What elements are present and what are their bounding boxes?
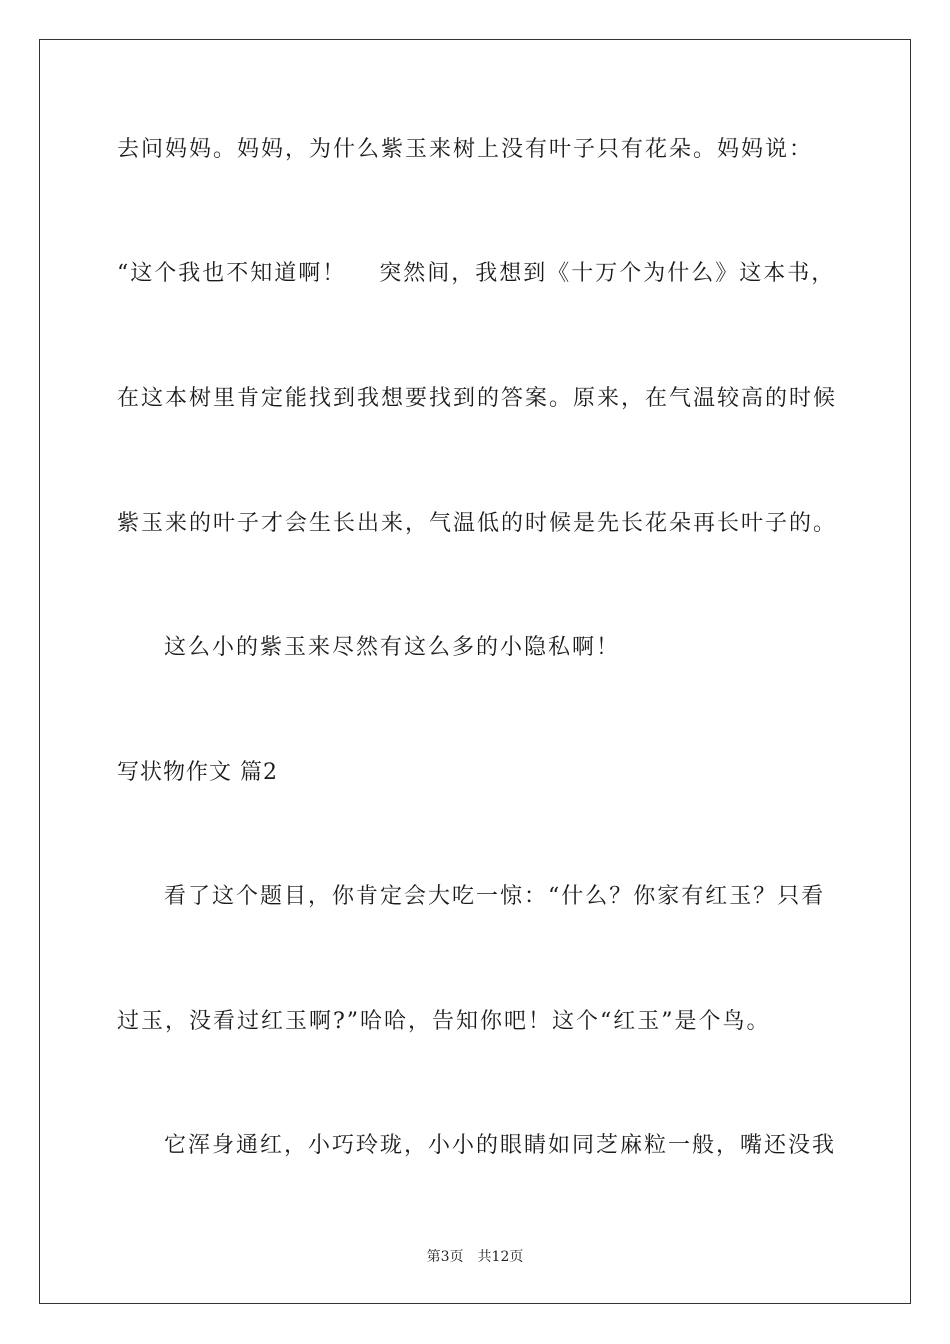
- paragraph-line-3: 在这本树里肯定能找到我想要找到的答案。原来，在气温较高的时候: [117, 386, 838, 411]
- paragraph-line-1: 去问妈妈。妈妈，为什么紫玉来树上没有叶子只有花朵。妈妈说：: [117, 137, 814, 162]
- paragraph-line-2: “这个我也不知道啊！ 突然间，我想到《十万个为什么》这本书，: [117, 261, 836, 286]
- paragraph-line-4: 紫玉来的叶子才会生长出来，气温低的时候是先长花朵再长叶子的。: [117, 511, 838, 536]
- page-footer: [0, 1247, 950, 1267]
- paragraph-line-7: 过玉，没看过红玉啊?”哈哈，告知你吧！这个“红玉”是个鸟。: [117, 1009, 771, 1034]
- page-number-label: 第3页 共12页: [426, 1249, 524, 1265]
- paragraph-line-5: 这么小的紫玉来尽然有这么多的小隐私啊！: [164, 635, 621, 660]
- paragraph-line-8: 它浑身通红，小巧玲珑，小小的眼睛如同芝麻粒一般，嘴还没我: [164, 1133, 837, 1158]
- paragraph-line-6: 看了这个题目，你肯定会大吃一惊：“什么？你家有红玉？只看: [164, 884, 826, 909]
- page-border: [39, 39, 911, 1304]
- section-heading: 写状物作文 篇2: [117, 760, 278, 785]
